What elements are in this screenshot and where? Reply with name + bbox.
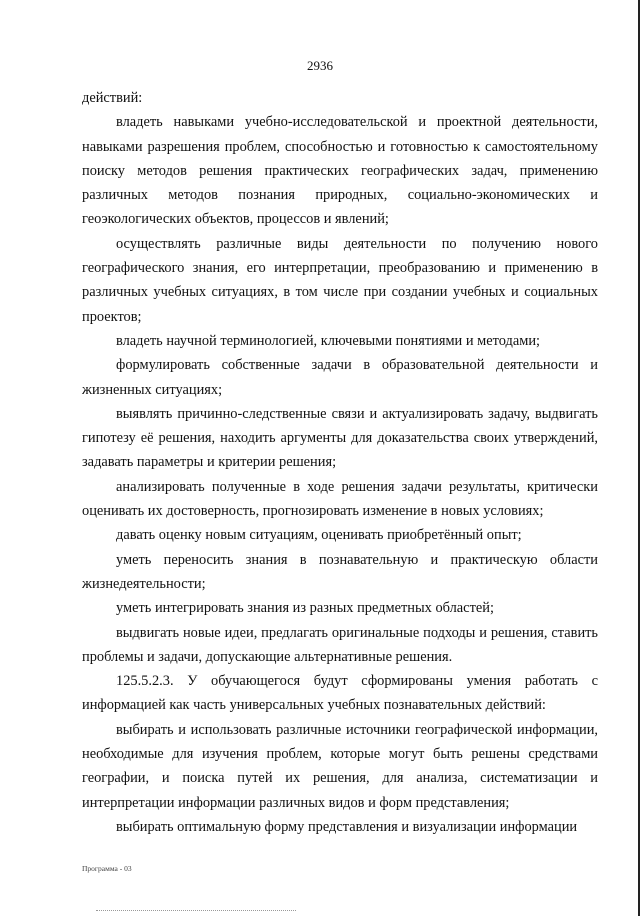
paragraph: осуществлять различные виды деятельности по получению нового географического знания, его интерпретации, преобразованию и применению в различных учебных ситуациях, в том числе при создании учебных и социальных проектов; — [82, 235, 598, 325]
paragraph: владеть навыками учебно-исследовательской и проектной деятельности, навыками разрешения проблем, способностью и готовностью к самостоятельному поиску методов решения практических географических задач, применению различных методов познания природных, социально-экономических и геоэкологических объектов, процессов и явлений; — [82, 114, 598, 228]
paragraph: выдвигать новые идеи, предлагать оригинальные подходы и решения, ставить проблемы и задачи, допускающие альтернативные решения. — [82, 624, 598, 665]
paragraph: выбирать оптимальную форму представления и визуализации информации — [116, 818, 578, 835]
paragraph: действий: — [82, 90, 143, 106]
page-number: 2936 — [307, 58, 333, 73]
paragraph: владеть научной терминологией, ключевыми понятиями и методами; — [116, 332, 541, 349]
section-paragraph: 125.5.2.3. У обучающегося будут сформированы умения работать с информацией как часть универсальных учебных познавательных действий: — [82, 673, 598, 714]
body-text — [82, 86, 598, 839]
footer-note: Программа - 03 — [82, 864, 132, 873]
scan-edge-mark — [96, 910, 296, 911]
paragraph: уметь интегрировать знания из разных предметных областей; — [116, 600, 494, 617]
paragraph: формулировать собственные задачи в образовательной деятельности и жизненных ситуациях; — [82, 357, 598, 398]
paragraph: давать оценку новым ситуациям, оценивать приобретённый опыт; — [116, 527, 522, 544]
paragraph: уметь переносить знания в познавательную и практическую области жизнедеятельности; — [82, 551, 598, 592]
paragraph: выявлять причинно-следственные связи и актуализировать задачу, выдвигать гипотезу её решения, находить аргументы для доказательства своих утверждений, задавать параметры и критерии решения; — [82, 405, 598, 471]
paragraph: анализировать полученные в ходе решения задачи результаты, критически оценивать их достоверность, прогнозировать изменение в новых условиях; — [82, 478, 598, 520]
paragraph: выбирать и использовать различные источники географической информации, необходимые для изучения проблем, которые могут быть решены средствами географии, и поиска путей их решения, для анализа, систематизации и интерпретации информации различных видов и форм представления; — [82, 721, 598, 811]
